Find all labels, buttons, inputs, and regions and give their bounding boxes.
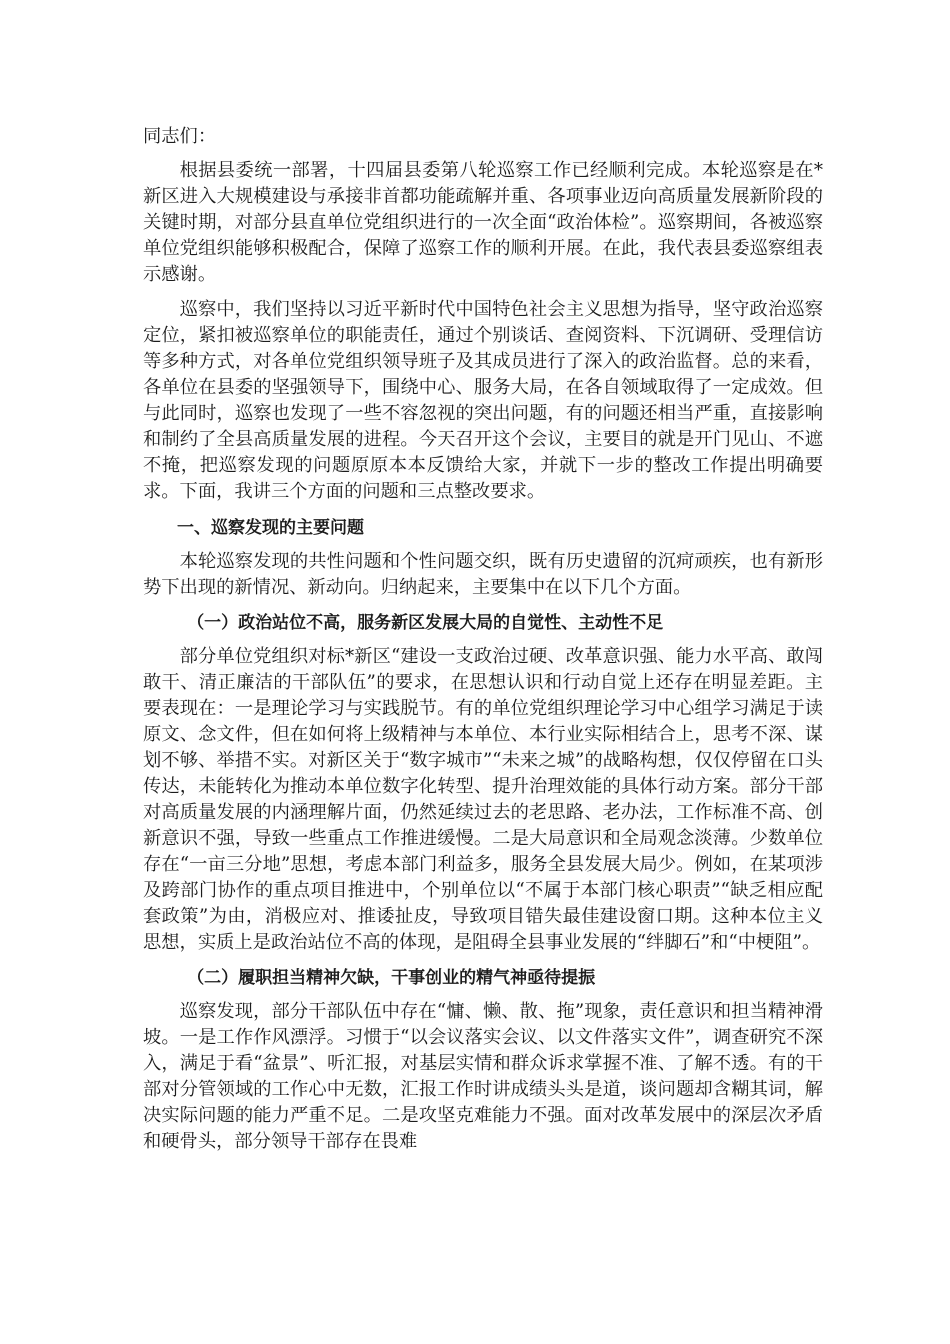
paragraph-overview: 巡察中，我们坚持以习近平新时代中国特色社会主义思想为指导，坚守政治巡察定位，紧扣被巡察单位的职能责任，通过个别谈话、查阅资料、下沉调研、受理信访等多种方式，对各单位党组织领导班子及其成员进行了深入的政治监督。总的来看，各单位在县委的坚强领导下，围绕中心、服务大局，在各自领域取得了一定成效。但与此同时，巡察也发现了一些不容忽视的突出问题，有的问题还相当严重，直接影响和制约了全县高质量发展的进程。今天召开这个会议，主要目的就是开门见山、不遮不掩，把巡察发现的问题原原本本反馈给大家，并就下一步的整改工作提出明确要求。下面，我讲三个方面的问题和三点整改要求。	[143, 299, 823, 502]
paragraph-intro: 根据县委统一部署，十四届县委第八轮巡察工作已经顺利完成。本轮巡察是在*新区进入大规模建设与承接非首都功能疏解并重、各项事业迈向高质量发展新阶段的关键时期，对部分县直单位党组织进行的一次全面“政治体检”。巡察期间，各被巡察单位党组织能够积极配合，保障了巡察工作的顺利开展。在此，我代表县委巡察组表示感谢。	[143, 160, 823, 285]
document-page	[143, 124, 823, 1164]
subheading-responsibility: （二）履职担当精神欠缺，干事创业的精气神亟待提振	[187, 968, 596, 988]
paragraph-political-stance: 部分单位党组织对标*新区“建设一支政治过硬、改革意识强、能力水平高、敢闯敢干、清正廉洁的干部队伍”的要求，在思想认识和行动自觉上还存在明显差距。主要表现在：一是理论学习与实践脱节。有的单位党组织理论学习中心组学习满足于读原文、念文件，但在如何将上级精神与本单位、本行业实际相结合上，思考不深、谋划不够、举措不实。对新区关于“数字城市”“未来之城”的战略构想，仅仅停留在口头传达，未能转化为推动本单位数字化转型、提升治理效能的具体行动方案。部分干部对高质量发展的内涵理解片面，仍然延续过去的老思路、老办法，工作标准不高、创新意识不强，导致一些重点工作推进缓慢。二是大局意识和全局观念淡薄。少数单位存在“一亩三分地”思想，考虑本部门利益多，服务全县发展大局少。例如，在某项涉及跨部门协作的重点项目推进中，个别单位以“不属于本部门核心职责”“缺乏相应配套政策”为由，消极应对、推诿扯皮，导致项目错失最佳建设窗口期。这种本位主义思想，实质上是政治站位不高的体现，是阻碍全县事业发展的“绊脚石”和“中梗阻”。	[143, 646, 823, 953]
subheading-political-stance: （一）政治站位不高，服务新区发展大局的自觉性、主动性不足	[187, 613, 664, 633]
section-heading-main-problems: 一、巡察发现的主要问题	[177, 518, 364, 538]
paragraph-problems-summary: 本轮巡察发现的共性问题和个性问题交织，既有历史遗留的沉疴顽疾，也有新形势下出现的新情况、新动向。归纳起来，主要集中在以下几个方面。	[143, 551, 823, 598]
paragraph-responsibility: 巡察发现，部分干部队伍中存在“慵、懒、散、拖”现象，责任意识和担当精神滑坡。一是工作作风漂浮。习惯于“以会议落实会议、以文件落实文件”，调查研究不深入，满足于看“盆景”、听汇报，对基层实情和群众诉求掌握不准、了解不透。有的干部对分管领域的工作心中无数，汇报工作时讲成绩头头是道，谈问题却含糊其词，解决实际问题的能力严重不足。二是攻坚克难能力不强。面对改革发展中的深层次矛盾和硬骨头，部分领导干部存在畏难	[143, 1001, 823, 1152]
salutation: 同志们：	[143, 126, 217, 147]
